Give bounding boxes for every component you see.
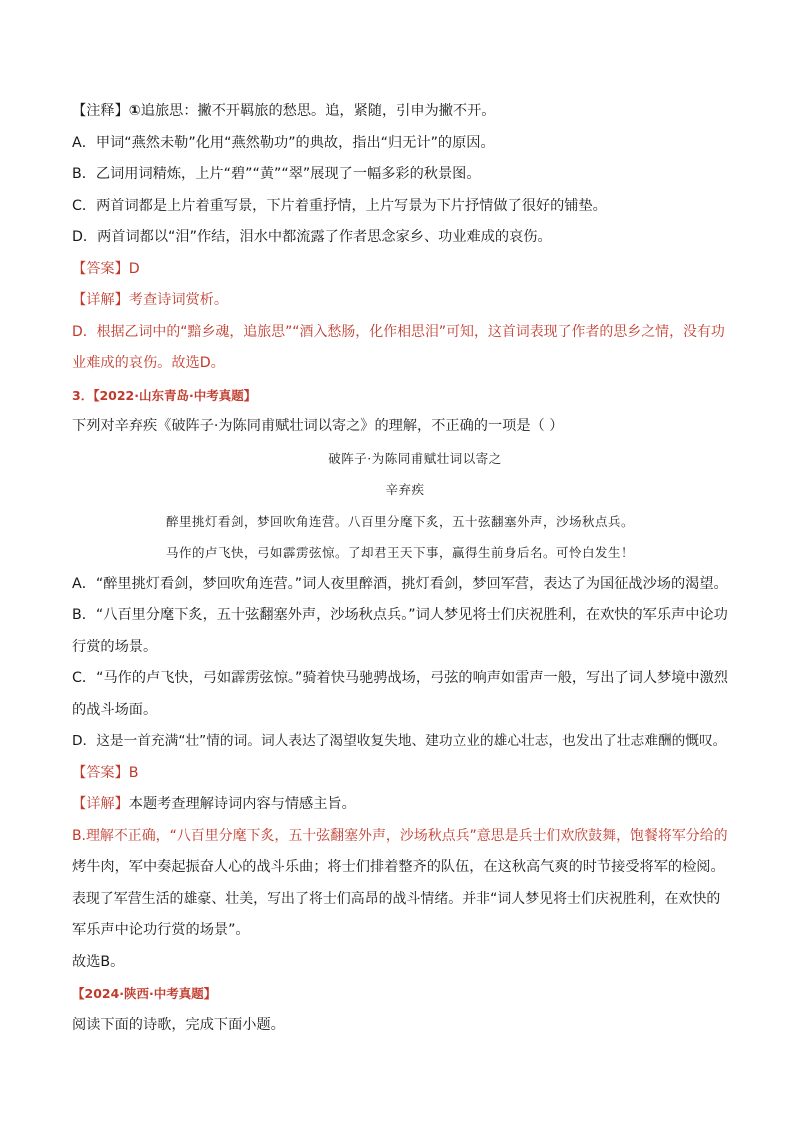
q4-stem: 阅读下面的诗歌，完成下面小题。 [72,1016,285,1033]
explain-label: 【详解】 [72,796,129,812]
q2-answer [72,254,728,286]
note-text: 追旅思：撇不开羁旅的愁思。追，紧随，引申为撇不开。 [140,103,496,119]
q3-analysis-line-2: 烤牛肉，军中奏起振奋人心的战斗乐曲；将士们排着整齐的队伍，在这秋高气爽的时节接受将军的检阅。 [72,859,725,875]
q3-stem: 下列对辛弃疾《破阵子·为陈同甫赋壮词以寄之》的理解，不正确的一项是（ ） [72,418,564,434]
q2-option-b: B．乙词用词精炼，上片“碧”“黄”“翠”展现了一幅多彩的秋景图。 [72,166,481,182]
q3-analysis-line-3: 表现了军营生活的雄豪、壮美，写出了将士们高昂的战斗情绪。并非“词人梦见将士们庆祝胜利，在欢快的 [72,890,721,907]
q3-analysis-line-4: 军乐声中论功行赏的场景”。 [72,922,250,938]
poem-author: 辛弃疾 [385,482,425,497]
q3-option-d: D．这是一首充满“壮”情的词。词人表达了渴望收复失地、建功立业的雄心壮志，也发出了壮志难酬的慨叹。 [72,733,727,749]
q2-analysis-line-1: D．根据乙词中的“黯乡魂，追旅思”“酒入愁肠，化作相思泪”可知，这首词表现了作者的思乡之情，没有功 [72,323,725,340]
explain-text: 考查诗词赏析。 [128,292,229,308]
q3-conclusion: 故选B。 [72,953,125,970]
answer-label: 【答案】 [72,260,129,277]
answer-value: B [128,764,139,781]
q3-explain [72,789,728,821]
question-source: 【2022·山东青岛·中考真题】 [93,387,257,403]
q3-heading [72,380,728,412]
poem-title: 破阵子·为陈同甫赋壮词以寄之 [328,450,502,466]
question-number: 3． [72,387,94,403]
q3-analysis-line-1: B.理解不正确，“八百里分麾下炙，五十弦翻塞外声，沙场秋点兵”意思是兵士们欢欣鼓舞，饱餐将军分给的 [72,827,728,844]
q3-option-a: A．“醉里挑灯看剑，梦回吹角连营。”词人夜里醉酒，挑灯看剑，梦回军营，表达了为国征战沙场的渴望。 [72,575,728,592]
document-page [72,96,728,1041]
poem-line-2: 马作的卢飞快，弓如霹雳弦惊。了却君王天下事，赢得生前身后名。可怜白发生！ [165,545,634,560]
q2-explain [72,285,728,317]
q3-option-c-line-1: C．“马作的卢飞快，弓如霹雳弦惊。”骑着快马驰骋战场，弓弦的响声如雷声一般，写出了词人梦境中激烈 [72,670,728,686]
q2-option-c: C．两首词都是上片着重写景，下片着重抒情，上片写景为下片抒情做了很好的铺垫。 [72,197,607,214]
answer-label: 【答案】 [72,764,129,781]
explain-label: 【详解】 [72,292,129,308]
q2-analysis-line-2: 业难成的哀伤。故选D。 [72,355,225,371]
q3-answer [72,758,728,790]
note-mark: ① [128,103,141,119]
q2-option-d: D．两首词都以“泪”作结，泪水中都流露了作者思念家乡、功业难成的哀伤。 [72,229,552,245]
explain-text: 本题考查理解诗词内容与情感主旨。 [128,796,356,812]
q4-source: 【2024·陕西·中考真题】 [72,986,217,1001]
answer-value: D [128,260,140,277]
q2-option-a: A．甲词“燕然未勒”化用“燕然勒功”的典故，指出“归无计”的原因。 [72,134,495,151]
q3-option-b-line-2: 行赏的场景。 [72,638,158,655]
note-line [72,96,728,128]
poem-line-1: 醉里挑灯看剑，梦回吹角连营。八百里分麾下炙，五十弦翻塞外声，沙场秋点兵。 [165,513,634,529]
q3-option-c-line-2: 的战斗场面。 [72,701,158,718]
q3-option-b-line-1: B．“八百里分麾下炙，五十弦翻塞外声，沙场秋点兵。”词人梦见将士们庆祝胜利，在欢快的军乐声中论功 [72,607,728,623]
note-label: 【注释】 [72,103,129,119]
